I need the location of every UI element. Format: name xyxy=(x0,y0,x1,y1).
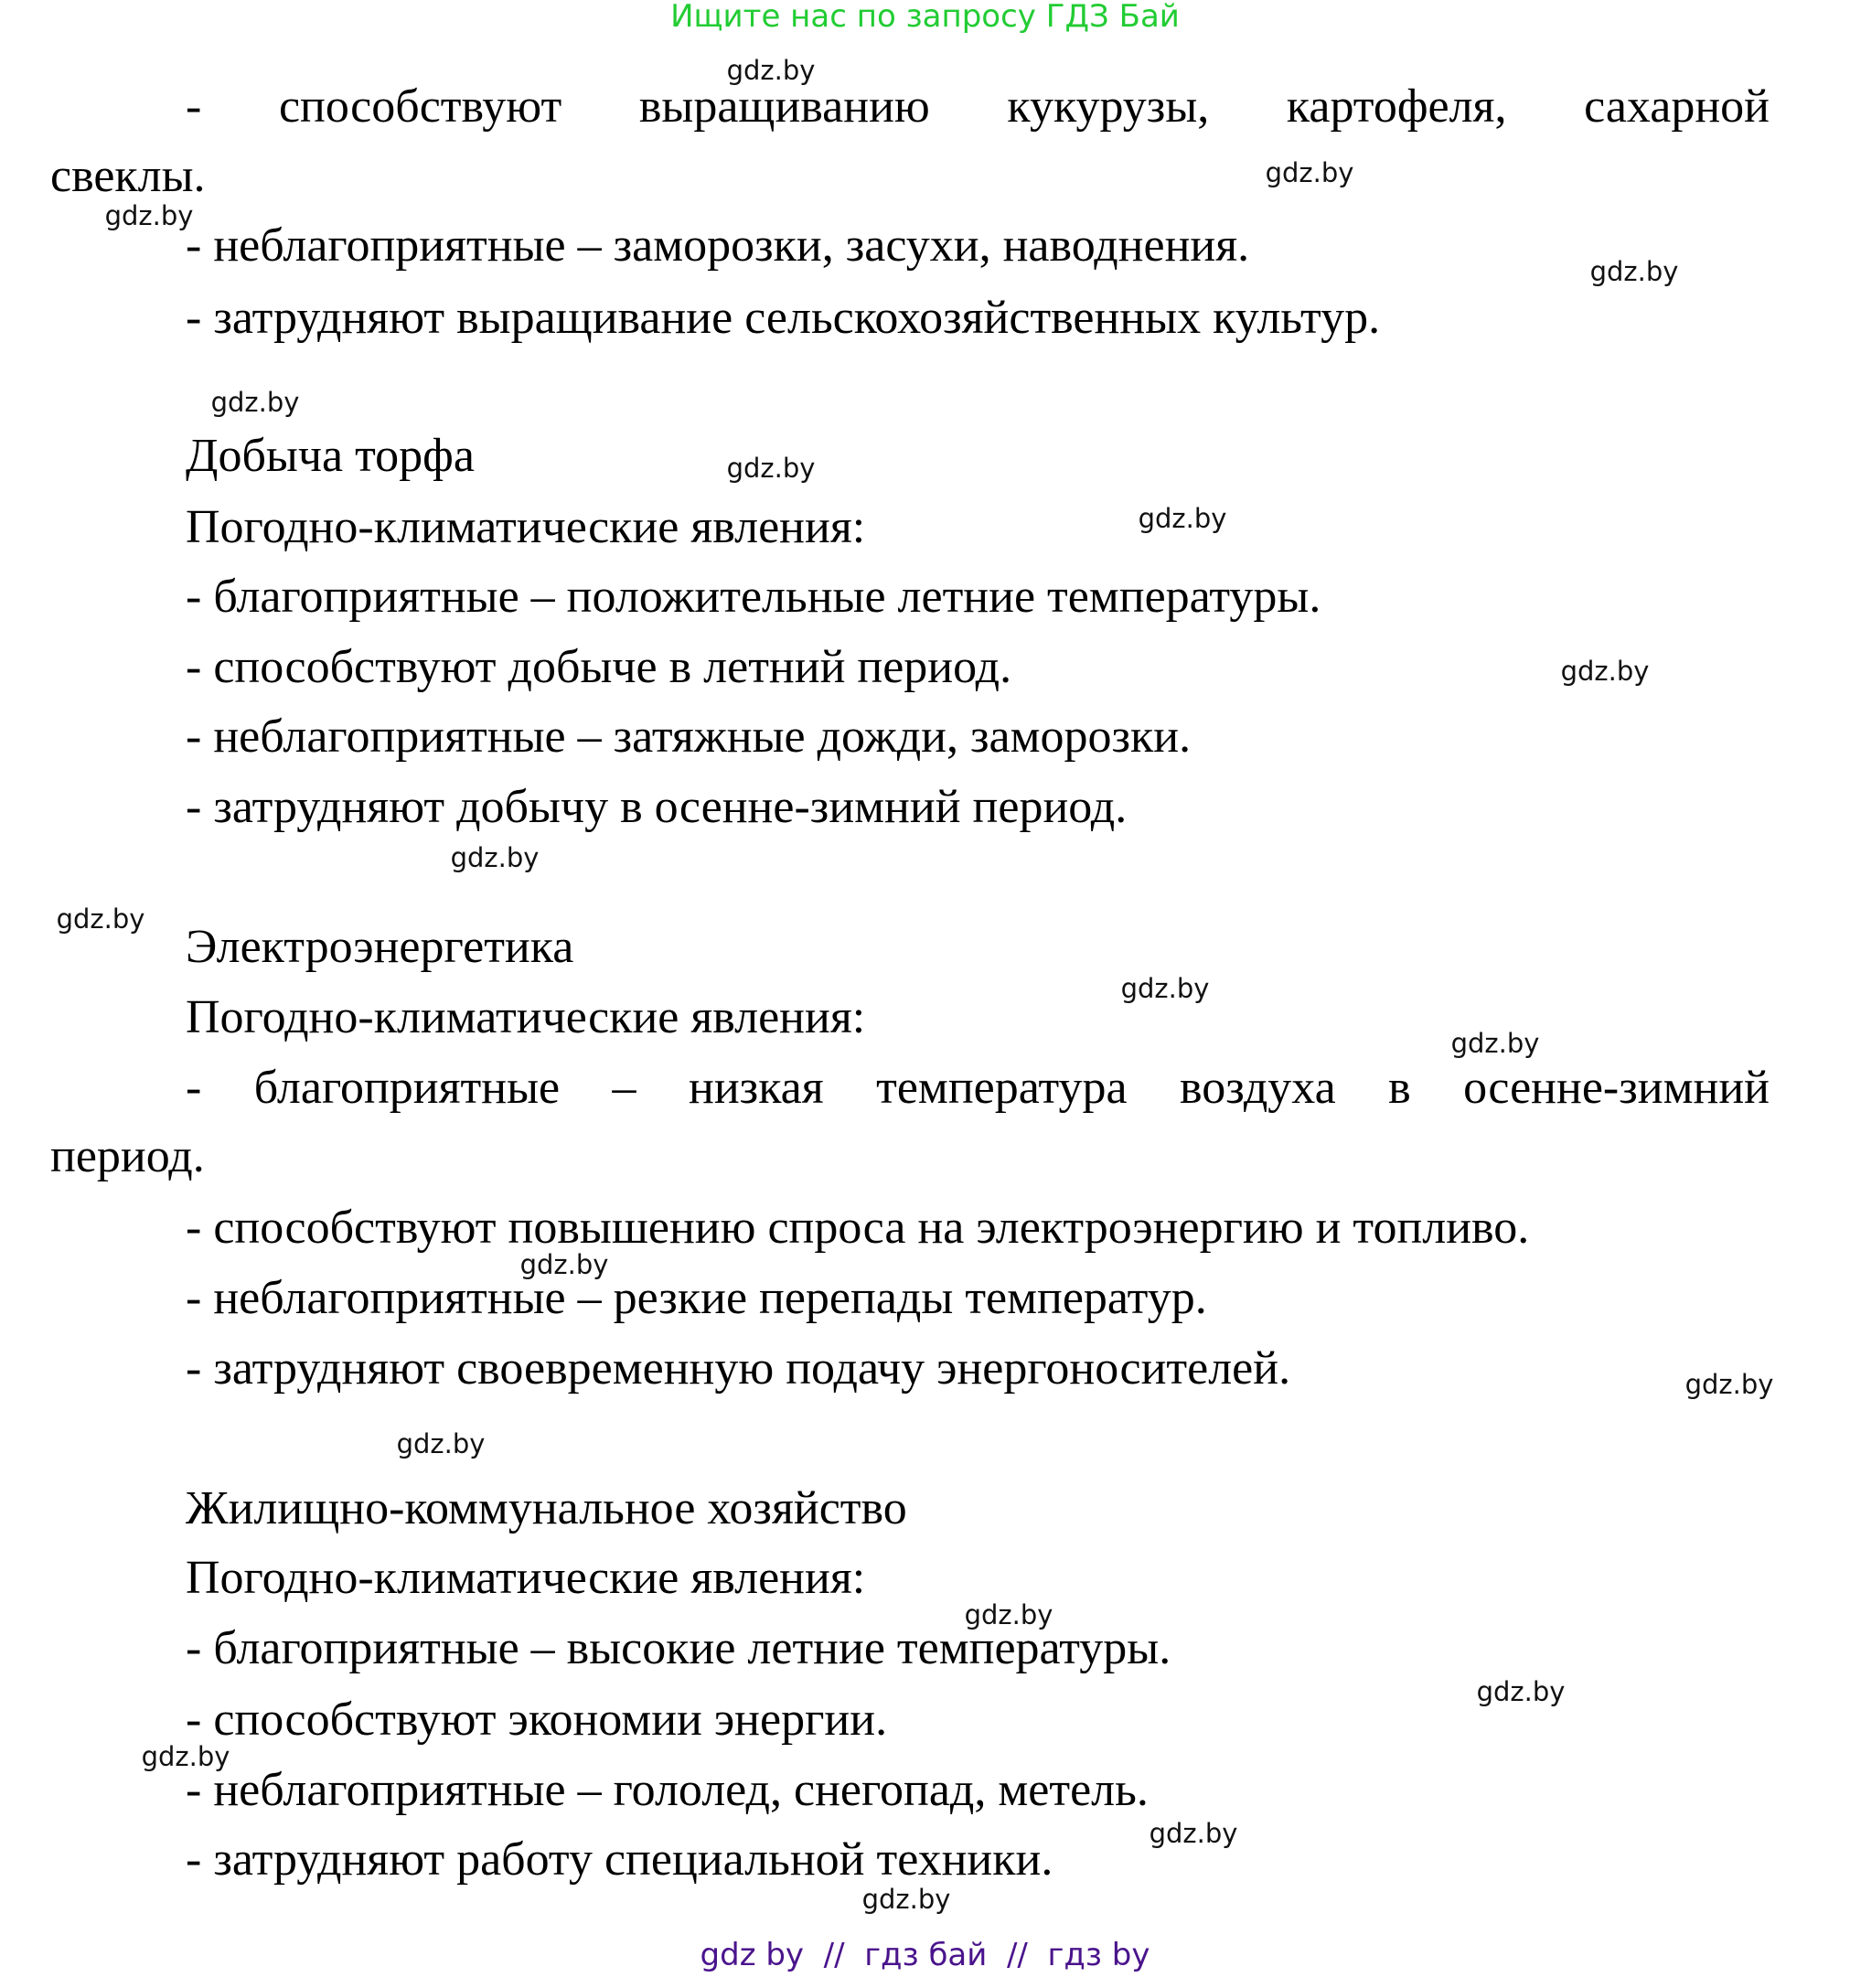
watermark: gdz.by xyxy=(726,453,816,484)
watermark: gdz.by xyxy=(1138,503,1227,534)
watermark: gdz.by xyxy=(1149,1818,1238,1849)
intro-line-1-cont: свеклы. xyxy=(50,150,206,202)
footer-links: gdz by // гдз бай // гдз by xyxy=(700,1937,1150,1973)
watermark: gdz.by xyxy=(1265,157,1354,188)
watermark: gdz.by xyxy=(861,1884,951,1915)
peat-favorable: - благоприятные – положительные летние температуры. xyxy=(186,571,1321,623)
search-hint-banner: Ищите нас по запросу ГДЗ Бай xyxy=(670,0,1180,35)
section-subtitle-housing: Погодно-климатические явления: xyxy=(186,1552,866,1604)
watermark: gdz.by xyxy=(519,1249,609,1280)
section-subtitle-peat: Погодно-климатические явления: xyxy=(186,501,866,553)
energy-favorable-effect: - способствуют повышению спроса на электроэнергию и топливо. xyxy=(186,1202,1530,1254)
section-title-peat: Добыча торфа xyxy=(186,430,475,482)
watermark: gdz.by xyxy=(1560,656,1650,687)
watermark: gdz.by xyxy=(1450,1028,1540,1059)
watermark: gdz.by xyxy=(104,200,194,231)
watermark: gdz.by xyxy=(1476,1676,1566,1707)
watermark: gdz.by xyxy=(1120,973,1210,1004)
watermark: gdz.by xyxy=(1589,256,1679,287)
intro-line-1: - способствуют выращиванию кукурузы, картофеля, сахарной xyxy=(186,80,1770,133)
watermark: gdz.by xyxy=(726,55,816,86)
watermark: gdz.by xyxy=(141,1741,230,1772)
watermark: gdz.by xyxy=(396,1428,486,1459)
watermark: gdz.by xyxy=(56,903,145,935)
intro-effect: - затрудняют выращивание сельскохозяйственных культур. xyxy=(186,292,1381,344)
housing-favorable: - благоприятные – высокие летние температуры. xyxy=(186,1622,1171,1674)
energy-unfavorable: - неблагоприятные – резкие перепады температур. xyxy=(186,1272,1207,1324)
watermark: gdz.by xyxy=(1684,1369,1774,1400)
watermark: gdz.by xyxy=(210,387,300,418)
watermark: gdz.by xyxy=(450,842,540,873)
peat-favorable-effect: - способствуют добыче в летний период. xyxy=(186,641,1012,693)
housing-favorable-effect: - способствуют экономии энергии. xyxy=(186,1694,888,1746)
energy-favorable: - благоприятные – низкая температура воздуха в осенне-зимний xyxy=(186,1062,1770,1114)
peat-unfavorable-effect: - затрудняют добычу в осенне-зимний период. xyxy=(186,781,1128,833)
watermark: gdz.by xyxy=(964,1599,1053,1630)
energy-unfavorable-effect: - затрудняют своевременную подачу энергоносителей. xyxy=(186,1342,1291,1395)
section-title-energy: Электроэнергетика xyxy=(186,921,574,973)
peat-unfavorable: - неблагоприятные – затяжные дожди, заморозки. xyxy=(186,711,1192,763)
housing-unfavorable-effect: - затрудняют работу специальной техники. xyxy=(186,1833,1053,1886)
section-subtitle-energy: Погодно-климатические явления: xyxy=(186,991,866,1043)
energy-favorable-cont: период. xyxy=(50,1130,205,1182)
section-title-housing: Жилищно-коммунальное хозяйство xyxy=(186,1482,907,1534)
housing-unfavorable: - неблагоприятные – гололед, снегопад, метель. xyxy=(186,1764,1149,1816)
intro-unfavorable: - неблагоприятные – заморозки, засухи, наводнения. xyxy=(186,219,1250,272)
